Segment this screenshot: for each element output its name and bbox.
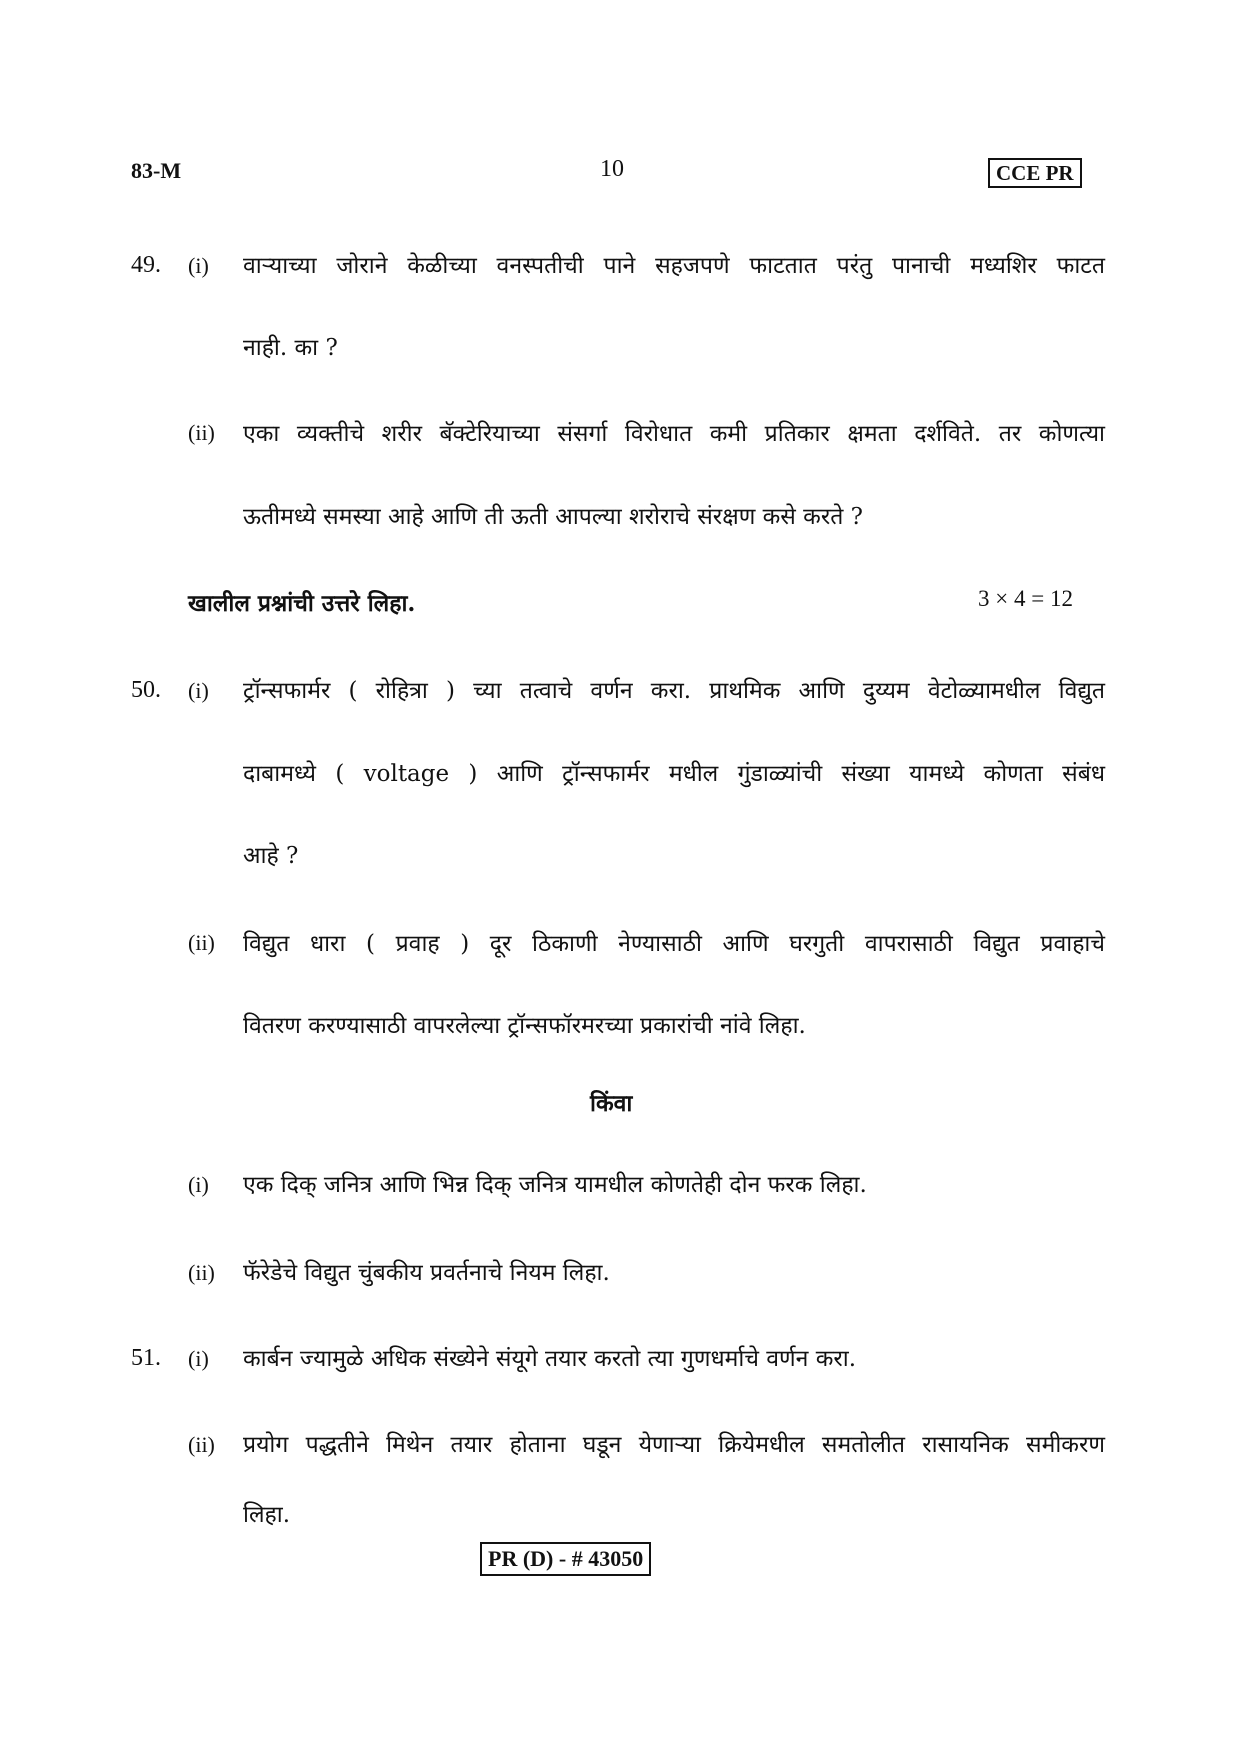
section-instruction: खालील प्रश्नांची उत्तरे लिहा. xyxy=(188,590,416,617)
footer-code-box: PR (D) - # 43050 xyxy=(480,1542,651,1576)
part-label: (ii) xyxy=(188,420,215,445)
question-number-49: 49. xyxy=(131,252,161,278)
q50-i-line-1: ट्रॉन्सफार्मर ( रोहित्रा ) च्या तत्वाचे वर्णन करा. प्राथमिक आणि दुय्यम वेटोळ्यामधील विद्युत xyxy=(243,678,1105,704)
paper-code: 83-M xyxy=(131,158,182,183)
q49-i-line-1: वाऱ्याच्या जोराने केळीच्या वनस्पतीची पाने सहजपणे फाटतात परंतु पानाची मध्यशिर फाटत xyxy=(243,253,1105,279)
q50-ii-line-1: विद्युत धारा ( प्रवाह ) दूर ठिकाणी नेण्यासाठी आणि घरगुती वापरासाठी विद्युत प्रवाहाचे xyxy=(243,931,1105,957)
part-label: (ii) xyxy=(188,930,215,955)
q49-ii-line-2: ऊतीमध्ये समस्या आहे आणि ती ऊती आपल्या शरोराचे संरक्षण कसे करते ? xyxy=(243,504,863,530)
part-label: (ii) xyxy=(188,1432,215,1457)
part-label: (i) xyxy=(188,1346,209,1371)
question-number-50: 50. xyxy=(131,677,161,703)
q49-ii-line-1: एका व्यक्तीचे शरीर बॅक्टेरियाच्या संसर्गा विरोधात कमी प्रतिकार क्षमता दर्शविते. तर कोणत्या xyxy=(243,421,1105,447)
q49-i-line-2: नाही. का ? xyxy=(243,335,338,361)
section-marks: 3 × 4 = 12 xyxy=(978,586,1073,611)
page-number: 10 xyxy=(600,156,624,182)
q50-i-line-2: दाबामध्ये ( voltage ) आणि ट्रॉन्सफार्मर मधील गुंडाळ्यांची संख्या यामध्ये कोणता संबंध xyxy=(243,761,1105,787)
q51-i-line: कार्बन ज्यामुळे अधिक संख्येने संयूगे तयार करतो त्या गुणधर्माचे वर्णन करा. xyxy=(243,1346,857,1372)
part-label: (i) xyxy=(188,253,209,278)
part-label: (i) xyxy=(188,1172,209,1197)
question-number-51: 51. xyxy=(131,1345,161,1371)
q51-ii-line-2: लिहा. xyxy=(243,1502,291,1528)
part-label: (i) xyxy=(188,678,209,703)
or-separator: किंवा xyxy=(590,1090,633,1117)
q50-alt-ii-line: फॅरेडेचे विद्युत चुंबकीय प्रवर्तनाचे नियम लिहा. xyxy=(243,1260,610,1286)
q50-ii-line-2: वितरण करण्यासाठी वापरलेल्या ट्रॉन्सफॉरमरच्या प्रकारांची नांवे लिहा. xyxy=(243,1013,806,1039)
part-label: (ii) xyxy=(188,1260,215,1285)
q51-ii-line-1: प्रयोग पद्धतीने मिथेन तयार होताना घडून येणाऱ्या क्रियेमधील समतोलीत रासायनिक समीकरण xyxy=(243,1432,1105,1458)
exam-code-box: CCE PR xyxy=(988,158,1082,188)
q50-alt-i-line: एक दिक् जनित्र आणि भिन्न दिक् जनित्र यामधील कोणतेही दोन फरक लिहा. xyxy=(243,1172,867,1198)
q50-i-line-3: आहे ? xyxy=(243,843,299,869)
